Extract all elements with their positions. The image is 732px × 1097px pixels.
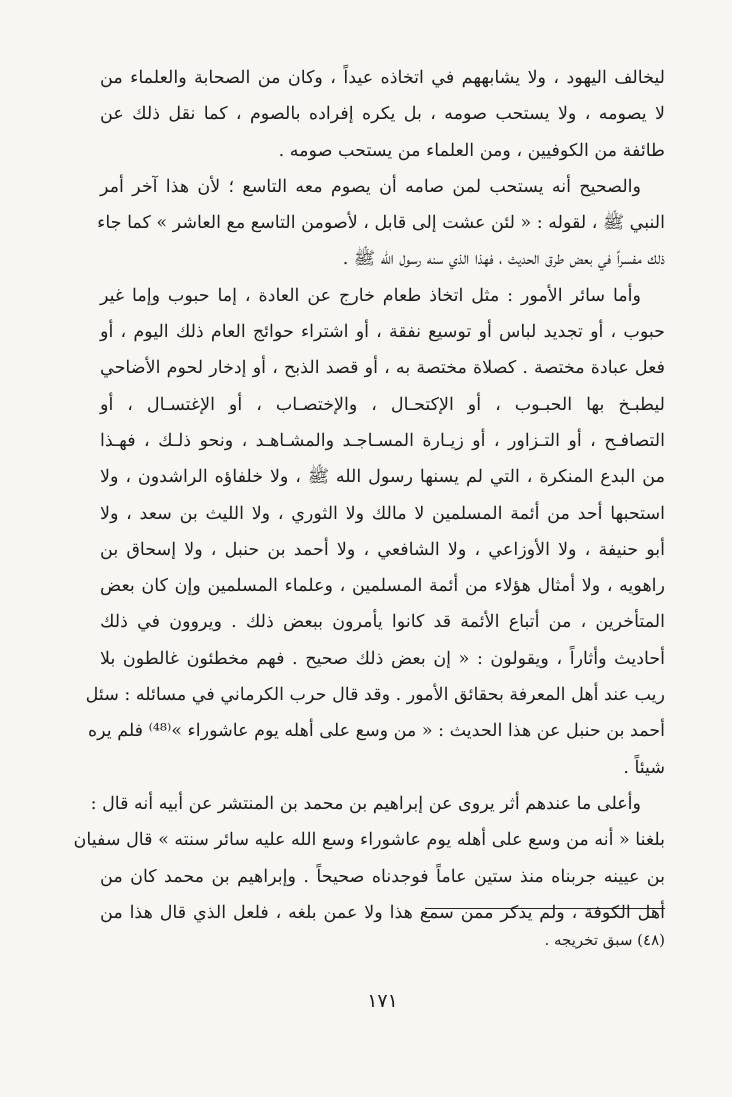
text-line: راهويه ، ولا أمثال هؤلاء من أئمة المسلمين ، وعلماء المسلمين وإن كان بعض — [100, 576, 665, 597]
text-line: التصافـح ، أو التـزاور ، أو زيـارة المسـاجـد والمشـاهـد ، ونحو ذلـك ، فهـذا — [100, 430, 665, 451]
text-line: من البدع المنكرة ، التي لم يسنها رسول الله ﷺ ، ولا خلفاؤه الراشدون ، ولا — [100, 467, 665, 488]
text-line: أهل الكوفة ، ولم يذكر ممن سمع هذا ولا عمن بلغه ، فلعل الذي قال هذا من — [100, 902, 665, 923]
text-line: والصحيح أنه يستحب لمن صامه أن يصوم معه التاسع ؛ لأن هذا آخر أمر — [100, 176, 641, 197]
text-line: المتأخرين ، من أتباع الأئمة قد كانوا يأمرون ببعض ذلك . ويروون في ذلك — [100, 612, 665, 633]
text-line: ليخالف اليهود ، ولا يشابههم في اتخاذه عيداً ، وكان من الصحابة والعلماء من — [100, 68, 665, 88]
text-line: ذلك مفسراً في بعض طرق الحديث ، فهذا الذي سنه رسول الله ﷺ . — [342, 249, 665, 270]
text-line: بن عيينه جربناه منذ ستين عاماً فوجدناه صحيحاً . وإبراهيم بن محمد كان من — [100, 866, 665, 887]
text-line: ليطبـخ بها الحبـوب ، أو الإكتحـال ، والإختصـاب ، أو الإغتسـال ، أو — [100, 394, 665, 415]
body-text — [73, 60, 665, 931]
text-line: فعل عبادة مختصة . كصلاة مختصة به ، أو قصد الذبح ، أو إدخار لحوم الأضاحي — [100, 358, 665, 379]
text-line: أحاديث وأثاراً ، ويقولون : « إن بعض ذلك صحيح . فهم مخطئون غالطون بلا — [100, 648, 665, 669]
page-number: ١٧١ — [367, 990, 398, 1012]
text-line: لا يصومه ، ولا يستحب صومه ، بل يكره إفراده بالصوم ، كما نقل ذلك عن — [100, 104, 665, 125]
text-line: حبوب ، أو تجديد لباس أو توسيع نفقة ، أو اشتراء حوائج العام ذلك اليوم ، أو — [100, 322, 665, 343]
text-line: وأما سائر الأمور : مثل اتخاذ طعام خارج عن العادة ، إما حبوب وإما غير — [100, 285, 641, 306]
text-line: شيئاً . — [623, 757, 665, 778]
footnote: (٤٨) سبق تخريجه . — [544, 931, 665, 949]
text-line: أحمد بن حنبل عن هذا الحديث : « من وسع على أهله يوم عاشوراء »⁽⁴⁸⁾ فلم يره — [87, 721, 665, 742]
text-line: النبي ﷺ ، لقوله : « لئن عشت إلى قابل ، لأصومن التاسع مع العاشر » كما جاء — [97, 213, 665, 234]
text-line: بلغنا « أنه من وسع على أهله يوم عاشوراء وسع الله عليه سائر سنته » قال سفيان — [73, 830, 665, 851]
text-line: أبو حنيفة ، ولا الأوزاعي ، ولا الشافعي ، ولا أحمد بن حنبل ، ولا إسحاق بن — [100, 539, 665, 560]
text-line: طائفة من الكوفيين ، ومن العلماء من يستحب صومه . — [278, 140, 665, 161]
text-line: استحبها أحد من أئمة المسلمين لا مالك ولا الثوري ، ولا الليث بن سعد ، ولا — [100, 503, 665, 524]
text-line: وأعلى ما عندهم أثر يروى عن إبراهيم بن محمد بن المنتشر عن أبيه أنه قال : — [90, 793, 641, 814]
footnote-divider — [425, 908, 665, 909]
text-line: ريب عند أهل المعرفة بحقائق الأمور . وقد قال حرب الكرماني في مسائله : سئل — [85, 685, 665, 706]
book-page — [73, 60, 665, 1080]
